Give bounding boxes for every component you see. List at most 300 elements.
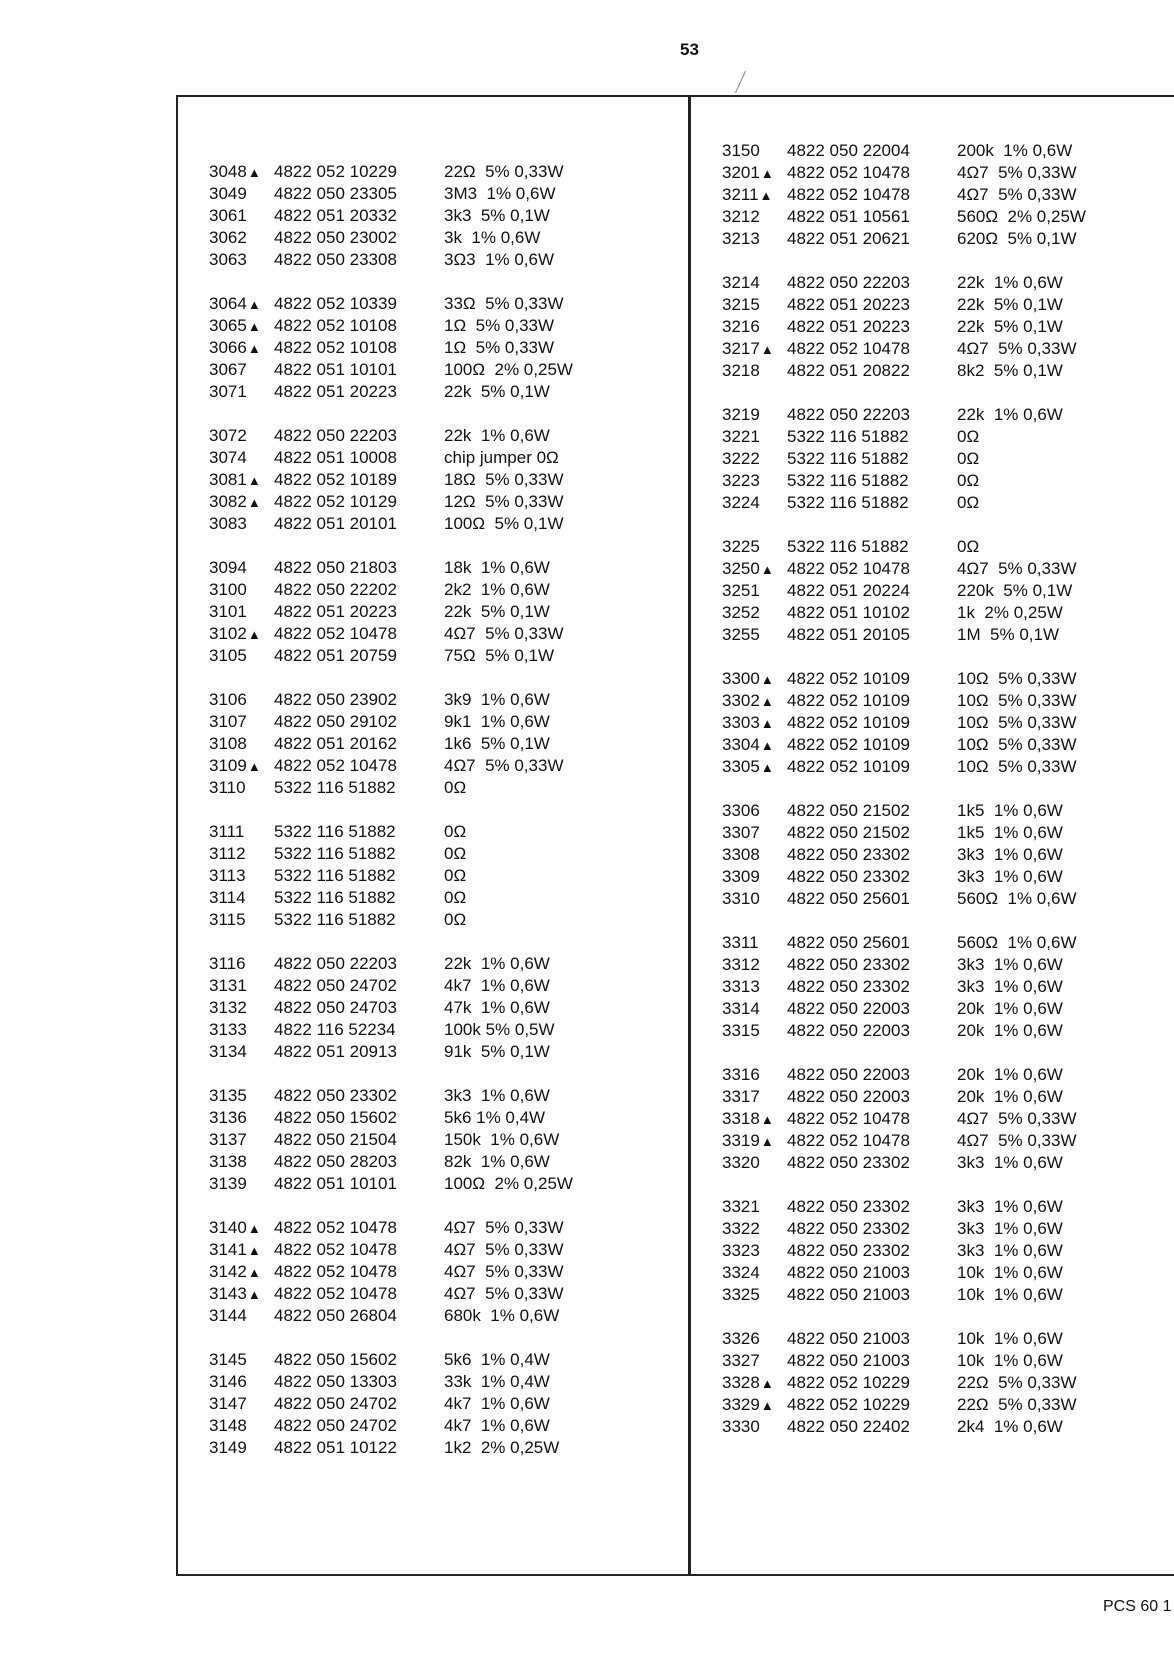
column-divider bbox=[688, 95, 691, 1575]
part-spec: 10k 1% 0,6W bbox=[957, 1329, 1063, 1348]
position-label: 3131 bbox=[209, 976, 247, 995]
part-row bbox=[722, 1372, 1086, 1394]
part-code: 4822 050 15602 bbox=[274, 1108, 397, 1127]
position-number bbox=[209, 425, 274, 447]
position-label: 3217 bbox=[722, 339, 760, 358]
position-number bbox=[209, 1151, 274, 1173]
part-row bbox=[722, 822, 1086, 844]
part-row bbox=[209, 711, 573, 733]
position-number bbox=[722, 492, 787, 514]
part-code: 4822 052 10109 bbox=[787, 757, 910, 776]
position-label: 3146 bbox=[209, 1372, 247, 1391]
parts-group bbox=[209, 425, 573, 535]
position-label: 3305 bbox=[722, 757, 760, 776]
part-spec: 3k3 1% 0,6W bbox=[444, 1086, 550, 1105]
position-label: 3310 bbox=[722, 889, 760, 908]
part-code: 4822 050 21502 bbox=[787, 801, 910, 820]
part-code: 5322 116 51882 bbox=[787, 427, 909, 446]
position-label: 3225 bbox=[722, 537, 760, 556]
part-code: 4822 050 22202 bbox=[274, 580, 397, 599]
position-label: 3321 bbox=[722, 1197, 760, 1216]
part-code: 4822 050 23302 bbox=[787, 977, 910, 996]
part-row bbox=[209, 953, 573, 975]
part-spec: 18Ω 5% 0,33W bbox=[444, 470, 564, 489]
position-label: 3074 bbox=[209, 448, 247, 467]
part-row bbox=[209, 997, 573, 1019]
part-spec: 10k 1% 0,6W bbox=[957, 1285, 1063, 1304]
position-number bbox=[722, 1196, 787, 1218]
part-row bbox=[722, 1152, 1086, 1174]
part-row bbox=[209, 425, 573, 447]
part-spec: 220k 5% 0,1W bbox=[957, 581, 1073, 600]
part-code: 4822 050 15602 bbox=[274, 1350, 397, 1369]
part-row bbox=[722, 1350, 1086, 1372]
part-code: 4822 050 23902 bbox=[274, 690, 397, 709]
part-spec: chip jumper 0Ω bbox=[444, 448, 559, 467]
position-label: 3112 bbox=[209, 844, 246, 863]
part-row bbox=[209, 1261, 573, 1283]
part-spec: 0Ω bbox=[444, 822, 467, 841]
part-spec: 0Ω bbox=[444, 910, 467, 929]
part-spec: 10Ω 5% 0,33W bbox=[957, 669, 1077, 688]
parts-group bbox=[209, 1349, 573, 1459]
part-row bbox=[722, 294, 1086, 316]
position-number bbox=[722, 404, 787, 426]
part-row bbox=[209, 623, 573, 645]
part-spec: 4k7 1% 0,6W bbox=[444, 976, 550, 995]
part-row bbox=[209, 975, 573, 997]
position-label: 3316 bbox=[722, 1065, 760, 1084]
position-label: 3142 bbox=[209, 1262, 247, 1281]
position-number bbox=[722, 624, 787, 646]
safety-warning-icon: ▲ bbox=[760, 738, 774, 753]
part-code: 4822 052 10478 bbox=[787, 1109, 910, 1128]
part-row bbox=[209, 601, 573, 623]
safety-warning-icon: ▲ bbox=[760, 1112, 774, 1127]
safety-warning-icon: ▲ bbox=[760, 1134, 774, 1149]
position-label: 3143 bbox=[209, 1284, 247, 1303]
position-label: 3318 bbox=[722, 1109, 760, 1128]
part-code: 4822 052 10229 bbox=[787, 1395, 910, 1414]
part-row bbox=[209, 513, 573, 535]
position-label: 3211 bbox=[722, 185, 759, 204]
part-row bbox=[722, 668, 1086, 690]
part-spec: 20k 1% 0,6W bbox=[957, 999, 1063, 1018]
part-code: 4822 052 10229 bbox=[274, 162, 397, 181]
position-number bbox=[722, 448, 787, 470]
position-number bbox=[722, 712, 787, 735]
position-number bbox=[722, 206, 787, 228]
part-spec: 1k2 2% 0,25W bbox=[444, 1438, 560, 1457]
part-code: 4822 052 10478 bbox=[274, 756, 397, 775]
part-row bbox=[722, 1086, 1086, 1108]
position-number bbox=[209, 623, 274, 646]
position-label: 3330 bbox=[722, 1417, 760, 1436]
position-number bbox=[209, 249, 274, 271]
part-code: 4822 050 23302 bbox=[787, 1197, 910, 1216]
part-spec: 22k 5% 0,1W bbox=[957, 295, 1063, 314]
position-number bbox=[722, 998, 787, 1020]
part-spec: 3k3 1% 0,6W bbox=[957, 1197, 1063, 1216]
part-spec: 4Ω7 5% 0,33W bbox=[444, 1262, 564, 1281]
position-label: 3313 bbox=[722, 977, 760, 996]
part-row bbox=[209, 1437, 573, 1459]
position-number bbox=[209, 337, 274, 360]
part-spec: 3k3 1% 0,6W bbox=[957, 845, 1063, 864]
part-spec: 100Ω 2% 0,25W bbox=[444, 1174, 573, 1193]
position-number bbox=[722, 338, 787, 361]
part-row bbox=[209, 469, 573, 491]
part-row bbox=[209, 1173, 573, 1195]
position-label: 3061 bbox=[209, 206, 247, 225]
part-spec: 3k3 1% 0,6W bbox=[957, 1241, 1063, 1260]
part-row bbox=[722, 690, 1086, 712]
part-row bbox=[209, 1019, 573, 1041]
part-row bbox=[722, 998, 1086, 1020]
left-parts-column bbox=[209, 161, 573, 1481]
part-code: 5322 116 51882 bbox=[274, 910, 396, 929]
part-row bbox=[209, 733, 573, 755]
position-number bbox=[209, 821, 274, 843]
position-label: 3328 bbox=[722, 1373, 760, 1392]
part-row bbox=[722, 580, 1086, 602]
position-label: 3141 bbox=[209, 1240, 247, 1259]
position-number bbox=[209, 1415, 274, 1437]
parts-group bbox=[722, 140, 1086, 250]
part-code: 4822 050 24703 bbox=[274, 998, 397, 1017]
part-spec: 2k2 1% 0,6W bbox=[444, 580, 550, 599]
part-row bbox=[209, 1217, 573, 1239]
position-number bbox=[722, 184, 787, 207]
part-code: 4822 050 21003 bbox=[787, 1329, 910, 1348]
position-number bbox=[209, 887, 274, 909]
part-code: 4822 050 22203 bbox=[787, 405, 910, 424]
part-code: 4822 050 23002 bbox=[274, 228, 397, 247]
position-label: 3213 bbox=[722, 229, 760, 248]
position-label: 3049 bbox=[209, 184, 247, 203]
position-number bbox=[722, 1416, 787, 1438]
part-row bbox=[722, 1130, 1086, 1152]
part-code: 4822 052 10478 bbox=[274, 1284, 397, 1303]
position-label: 3302 bbox=[722, 691, 760, 710]
position-number bbox=[722, 360, 787, 382]
part-code: 4822 051 20162 bbox=[274, 734, 397, 753]
part-code: 4822 050 25601 bbox=[787, 889, 910, 908]
safety-warning-icon: ▲ bbox=[247, 341, 261, 356]
part-code: 4822 050 23302 bbox=[787, 1241, 910, 1260]
right-parts-column bbox=[722, 140, 1086, 1460]
part-code: 4822 051 20224 bbox=[787, 581, 910, 600]
position-label: 3201 bbox=[722, 163, 760, 182]
part-code: 4822 051 20822 bbox=[787, 361, 910, 380]
position-label: 3306 bbox=[722, 801, 760, 820]
safety-warning-icon: ▲ bbox=[760, 1376, 774, 1391]
position-number bbox=[722, 536, 787, 558]
part-code: 4822 052 10478 bbox=[274, 624, 397, 643]
position-number bbox=[722, 932, 787, 954]
part-code: 4822 052 10229 bbox=[787, 1373, 910, 1392]
position-number bbox=[722, 272, 787, 294]
safety-warning-icon: ▲ bbox=[247, 1221, 261, 1236]
position-number bbox=[209, 1085, 274, 1107]
part-spec: 0Ω bbox=[957, 427, 980, 446]
position-label: 3100 bbox=[209, 580, 247, 599]
safety-warning-icon: ▲ bbox=[760, 760, 774, 775]
safety-warning-icon: ▲ bbox=[760, 716, 774, 731]
part-row bbox=[722, 1196, 1086, 1218]
part-spec: 33k 1% 0,4W bbox=[444, 1372, 550, 1391]
part-code: 4822 051 20332 bbox=[274, 206, 397, 225]
position-number bbox=[722, 1218, 787, 1240]
part-spec: 3k3 1% 0,6W bbox=[957, 867, 1063, 886]
part-row bbox=[209, 315, 573, 337]
part-row bbox=[722, 272, 1086, 294]
position-label: 3148 bbox=[209, 1416, 247, 1435]
part-spec: 18k 1% 0,6W bbox=[444, 558, 550, 577]
part-code: 4822 052 10108 bbox=[274, 316, 397, 335]
part-code: 4822 051 20223 bbox=[787, 295, 910, 314]
part-spec: 1Ω 5% 0,33W bbox=[444, 316, 555, 335]
position-label: 3216 bbox=[722, 317, 760, 336]
position-label: 3066 bbox=[209, 338, 247, 357]
position-label: 3135 bbox=[209, 1086, 247, 1105]
position-label: 3315 bbox=[722, 1021, 760, 1040]
position-label: 3312 bbox=[722, 955, 760, 974]
position-number bbox=[209, 183, 274, 205]
part-row bbox=[722, 1394, 1086, 1416]
safety-warning-icon: ▲ bbox=[247, 319, 261, 334]
position-number bbox=[209, 161, 274, 184]
part-spec: 620Ω 5% 0,1W bbox=[957, 229, 1077, 248]
position-number bbox=[722, 976, 787, 998]
part-spec: 3k3 5% 0,1W bbox=[444, 206, 550, 225]
part-row bbox=[722, 712, 1086, 734]
part-code: 4822 052 10478 bbox=[787, 163, 910, 182]
part-code: 4822 051 20223 bbox=[274, 382, 397, 401]
position-number bbox=[209, 381, 274, 403]
position-label: 3082 bbox=[209, 492, 247, 511]
position-number bbox=[209, 755, 274, 778]
position-number bbox=[209, 1437, 274, 1459]
part-code: 4822 050 21003 bbox=[787, 1263, 910, 1282]
part-spec: 3M3 1% 0,6W bbox=[444, 184, 556, 203]
part-row bbox=[209, 887, 573, 909]
part-code: 5322 116 51882 bbox=[274, 866, 396, 885]
position-number bbox=[722, 1108, 787, 1131]
position-label: 3221 bbox=[722, 427, 760, 446]
safety-warning-icon: ▲ bbox=[247, 1265, 261, 1280]
part-code: 4822 052 10129 bbox=[274, 492, 397, 511]
position-number bbox=[209, 1129, 274, 1151]
part-spec: 4k7 1% 0,6W bbox=[444, 1416, 550, 1435]
part-code: 4822 050 22003 bbox=[787, 1021, 910, 1040]
part-code: 4822 052 10108 bbox=[274, 338, 397, 357]
part-spec: 4Ω7 5% 0,33W bbox=[957, 163, 1077, 182]
position-label: 3108 bbox=[209, 734, 247, 753]
position-label: 3314 bbox=[722, 999, 760, 1018]
part-row bbox=[722, 1262, 1086, 1284]
position-label: 3139 bbox=[209, 1174, 247, 1193]
parts-group bbox=[722, 272, 1086, 382]
part-code: 5322 116 51882 bbox=[787, 537, 909, 556]
part-spec: 0Ω bbox=[957, 471, 980, 490]
part-spec: 1Ω 5% 0,33W bbox=[444, 338, 555, 357]
position-label: 3319 bbox=[722, 1131, 760, 1150]
part-code: 5322 116 51882 bbox=[787, 493, 909, 512]
parts-group bbox=[209, 689, 573, 799]
part-row bbox=[722, 1284, 1086, 1306]
part-row bbox=[722, 888, 1086, 910]
position-number bbox=[209, 997, 274, 1019]
part-code: 4822 116 52234 bbox=[274, 1020, 396, 1039]
part-code: 4822 050 23302 bbox=[787, 845, 910, 864]
position-number bbox=[722, 888, 787, 910]
part-spec: 33Ω 5% 0,33W bbox=[444, 294, 564, 313]
position-label: 3107 bbox=[209, 712, 247, 731]
part-code: 4822 050 26804 bbox=[274, 1306, 397, 1325]
position-label: 3300 bbox=[722, 669, 760, 688]
part-row bbox=[722, 976, 1086, 998]
part-spec: 22k 1% 0,6W bbox=[957, 273, 1063, 292]
part-row bbox=[722, 756, 1086, 778]
part-code: 5322 116 51882 bbox=[787, 471, 909, 490]
position-number bbox=[209, 689, 274, 711]
part-spec: 10k 1% 0,6W bbox=[957, 1351, 1063, 1370]
part-code: 4822 051 20101 bbox=[274, 514, 397, 533]
position-number bbox=[209, 1019, 274, 1041]
part-code: 4822 051 20105 bbox=[787, 625, 910, 644]
part-spec: 9k1 1% 0,6W bbox=[444, 712, 550, 731]
part-spec: 20k 1% 0,6W bbox=[957, 1087, 1063, 1106]
part-row bbox=[722, 316, 1086, 338]
position-number bbox=[209, 865, 274, 887]
part-row bbox=[209, 161, 573, 183]
position-number bbox=[209, 1173, 274, 1195]
part-row bbox=[722, 338, 1086, 360]
part-spec: 22k 5% 0,1W bbox=[957, 317, 1063, 336]
position-label: 3327 bbox=[722, 1351, 760, 1370]
position-number bbox=[722, 1086, 787, 1108]
position-label: 3106 bbox=[209, 690, 247, 709]
part-spec: 10Ω 5% 0,33W bbox=[957, 735, 1077, 754]
position-label: 3102 bbox=[209, 624, 247, 643]
part-spec: 4Ω7 5% 0,33W bbox=[957, 1131, 1077, 1150]
position-label: 3224 bbox=[722, 493, 760, 512]
part-code: 4822 050 23305 bbox=[274, 184, 397, 203]
part-spec: 3k 1% 0,6W bbox=[444, 228, 541, 247]
part-spec: 22k 5% 0,1W bbox=[444, 602, 550, 621]
position-label: 3140 bbox=[209, 1218, 247, 1237]
safety-warning-icon: ▲ bbox=[247, 297, 261, 312]
position-number bbox=[209, 1393, 274, 1415]
part-code: 4822 051 20621 bbox=[787, 229, 910, 248]
safety-warning-icon: ▲ bbox=[247, 1243, 261, 1258]
position-number bbox=[722, 954, 787, 976]
part-row bbox=[209, 359, 573, 381]
position-number bbox=[209, 579, 274, 601]
position-label: 3149 bbox=[209, 1438, 247, 1457]
part-row bbox=[209, 1305, 573, 1327]
position-label: 3062 bbox=[209, 228, 247, 247]
position-label: 3083 bbox=[209, 514, 247, 533]
position-number bbox=[722, 1328, 787, 1350]
part-spec: 47k 1% 0,6W bbox=[444, 998, 550, 1017]
position-label: 3251 bbox=[722, 581, 760, 600]
part-code: 4822 051 20223 bbox=[787, 317, 910, 336]
part-spec: 150k 1% 0,6W bbox=[444, 1130, 560, 1149]
safety-warning-icon: ▲ bbox=[760, 672, 774, 687]
part-code: 4822 052 10109 bbox=[787, 691, 910, 710]
position-number bbox=[722, 1262, 787, 1284]
part-spec: 4Ω7 5% 0,33W bbox=[957, 559, 1077, 578]
part-code: 4822 050 22003 bbox=[787, 999, 910, 1018]
position-label: 3116 bbox=[209, 954, 246, 973]
position-label: 3317 bbox=[722, 1087, 760, 1106]
part-row bbox=[722, 558, 1086, 580]
part-row bbox=[209, 1085, 573, 1107]
part-spec: 1k 2% 0,25W bbox=[957, 603, 1063, 622]
parts-group bbox=[722, 404, 1086, 514]
position-label: 3323 bbox=[722, 1241, 760, 1260]
position-number bbox=[722, 1284, 787, 1306]
position-label: 3111 bbox=[209, 822, 245, 841]
position-label: 3307 bbox=[722, 823, 760, 842]
part-spec: 0Ω bbox=[444, 778, 467, 797]
position-number bbox=[209, 491, 274, 514]
position-label: 3072 bbox=[209, 426, 247, 445]
part-row bbox=[722, 1240, 1086, 1262]
part-row bbox=[722, 602, 1086, 624]
position-label: 3137 bbox=[209, 1130, 247, 1149]
position-label: 3212 bbox=[722, 207, 760, 226]
part-row bbox=[209, 689, 573, 711]
position-number bbox=[722, 1372, 787, 1395]
part-row bbox=[209, 1041, 573, 1063]
position-number bbox=[722, 140, 787, 162]
part-spec: 0Ω bbox=[444, 866, 467, 885]
position-label: 3136 bbox=[209, 1108, 247, 1127]
part-code: 4822 051 10102 bbox=[787, 603, 910, 622]
part-spec: 560Ω 1% 0,6W bbox=[957, 889, 1077, 908]
part-row bbox=[722, 1020, 1086, 1042]
part-row bbox=[722, 1328, 1086, 1350]
part-spec: 0Ω bbox=[957, 449, 980, 468]
part-spec: 4Ω7 5% 0,33W bbox=[957, 339, 1077, 358]
position-label: 3215 bbox=[722, 295, 760, 314]
part-code: 4822 051 20913 bbox=[274, 1042, 397, 1061]
part-row bbox=[209, 909, 573, 931]
parts-group bbox=[209, 1085, 573, 1195]
part-row bbox=[722, 162, 1086, 184]
position-number bbox=[722, 1240, 787, 1262]
part-code: 4822 052 10478 bbox=[274, 1218, 397, 1237]
position-number bbox=[209, 469, 274, 492]
part-row bbox=[722, 492, 1086, 514]
position-number bbox=[722, 580, 787, 602]
part-code: 4822 052 10478 bbox=[787, 559, 910, 578]
part-spec: 4Ω7 5% 0,33W bbox=[957, 1109, 1077, 1128]
part-spec: 4Ω7 5% 0,33W bbox=[444, 1218, 564, 1237]
parts-group bbox=[722, 1196, 1086, 1306]
part-spec: 75Ω 5% 0,1W bbox=[444, 646, 555, 665]
part-code: 4822 050 24702 bbox=[274, 976, 397, 995]
position-label: 3063 bbox=[209, 250, 247, 269]
position-label: 3320 bbox=[722, 1153, 760, 1172]
part-spec: 10k 1% 0,6W bbox=[957, 1263, 1063, 1282]
part-spec: 22k 5% 0,1W bbox=[444, 382, 550, 401]
part-row bbox=[209, 777, 573, 799]
document-footer: PCS 60 1 bbox=[1103, 1598, 1172, 1615]
